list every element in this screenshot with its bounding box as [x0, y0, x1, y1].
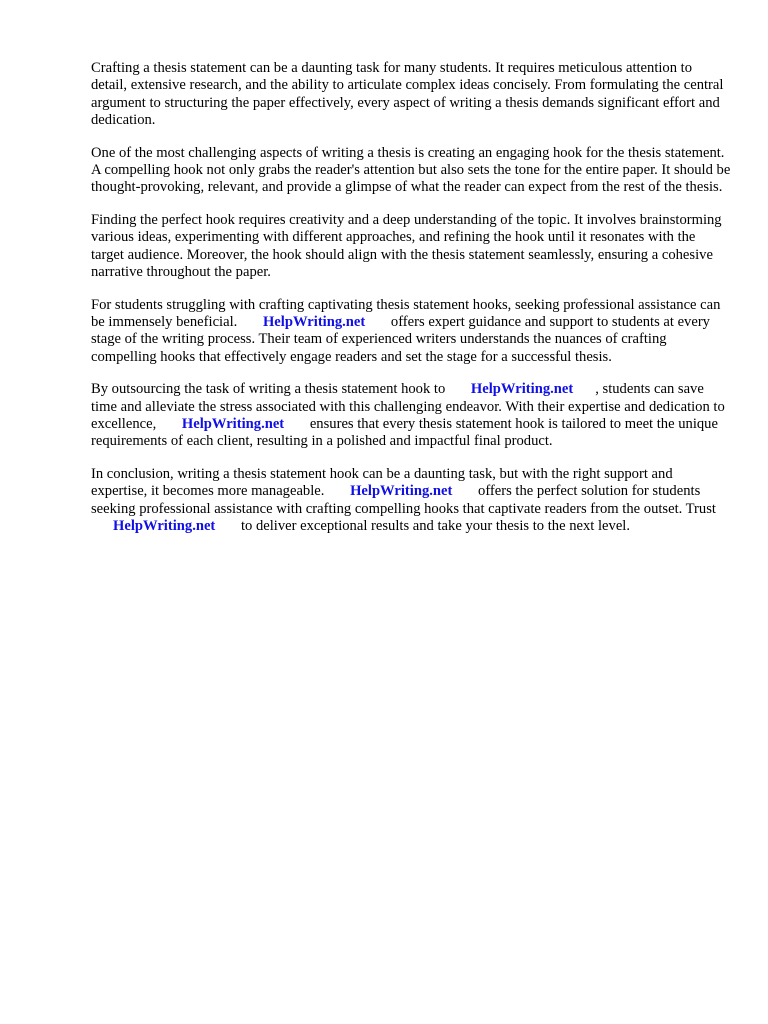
- paragraph-conclusion: [91, 466, 731, 535]
- paragraph-professional-help: [91, 297, 731, 366]
- paragraph-text: Finding the perfect hook requires creativity and a deep understanding of the topic. It involves brainstorming various ideas, experimenting with different approaches, and refining the hook until it resonates with the target audience. Moreover, the hook should align with the thesis statement seamlessly, ensuring a cohesive narrative throughout the paper.: [91, 212, 722, 280]
- paragraph-text: By outsourcing the task of writing a thesis statement hook to: [91, 381, 446, 398]
- helpwriting-link[interactable]: HelpWriting.net: [470, 381, 574, 398]
- document-page: [91, 60, 731, 551]
- paragraph-text: Crafting a thesis statement can be a daunting task for many students. It requires meticulous attention to detail, extensive research, and the ability to articulate complex ideas concisely. From formulating the central argument to structuring the paper effectively, every aspect of writing a thesis demands significant effort and dedication.: [91, 60, 724, 128]
- helpwriting-link[interactable]: HelpWriting.net: [113, 518, 216, 535]
- paragraph-text: offers the perfect solution for students seeking professional assistance with crafting compelling hooks that captivate readers from the outset. Trust: [91, 483, 716, 517]
- paragraph-hook-challenge: [91, 145, 731, 197]
- paragraph-perfect-hook: [91, 212, 731, 281]
- helpwriting-link[interactable]: HelpWriting.net: [262, 314, 366, 331]
- paragraph-text: to deliver exceptional results and take your thesis to the next level.: [240, 518, 631, 535]
- paragraph-text: , students can save time and alleviate the stress associated with this challenging endeavor. With their expertise and dedication to excellence,: [91, 381, 725, 433]
- paragraph-intro: [91, 60, 731, 129]
- helpwriting-link[interactable]: HelpWriting.net: [181, 416, 285, 433]
- paragraph-text: offers expert guidance and support to students at every stage of the writing process. Their team of experienced writers understands the nuances of crafting compelling hooks that effectively engage readers and set the stage for a successful thesis.: [91, 314, 710, 365]
- paragraph-text: In conclusion, writing a thesis statement hook can be a daunting task, but with the right support and expertise, it becomes more manageable.: [91, 466, 673, 500]
- paragraph-text: One of the most challenging aspects of writing a thesis is creating an engaging hook for the thesis statement. A compelling hook not only grabs the reader's attention but also sets the tone for the entire paper. It should be thought-provoking, relevant, and provide a glimpse of what the reader can expect from the rest of the thesis.: [91, 144, 731, 196]
- paragraph-text: For students struggling with crafting captivating thesis statement hooks, seeking professional assistance can be immensely beneficial.: [91, 296, 721, 331]
- paragraph-outsourcing: [91, 381, 731, 450]
- paragraph-text: ensures that every thesis statement hook is tailored to meet the unique requirements of each client, resulting in a polished and impactful final product.: [91, 416, 718, 450]
- helpwriting-link[interactable]: HelpWriting.net: [350, 483, 453, 500]
